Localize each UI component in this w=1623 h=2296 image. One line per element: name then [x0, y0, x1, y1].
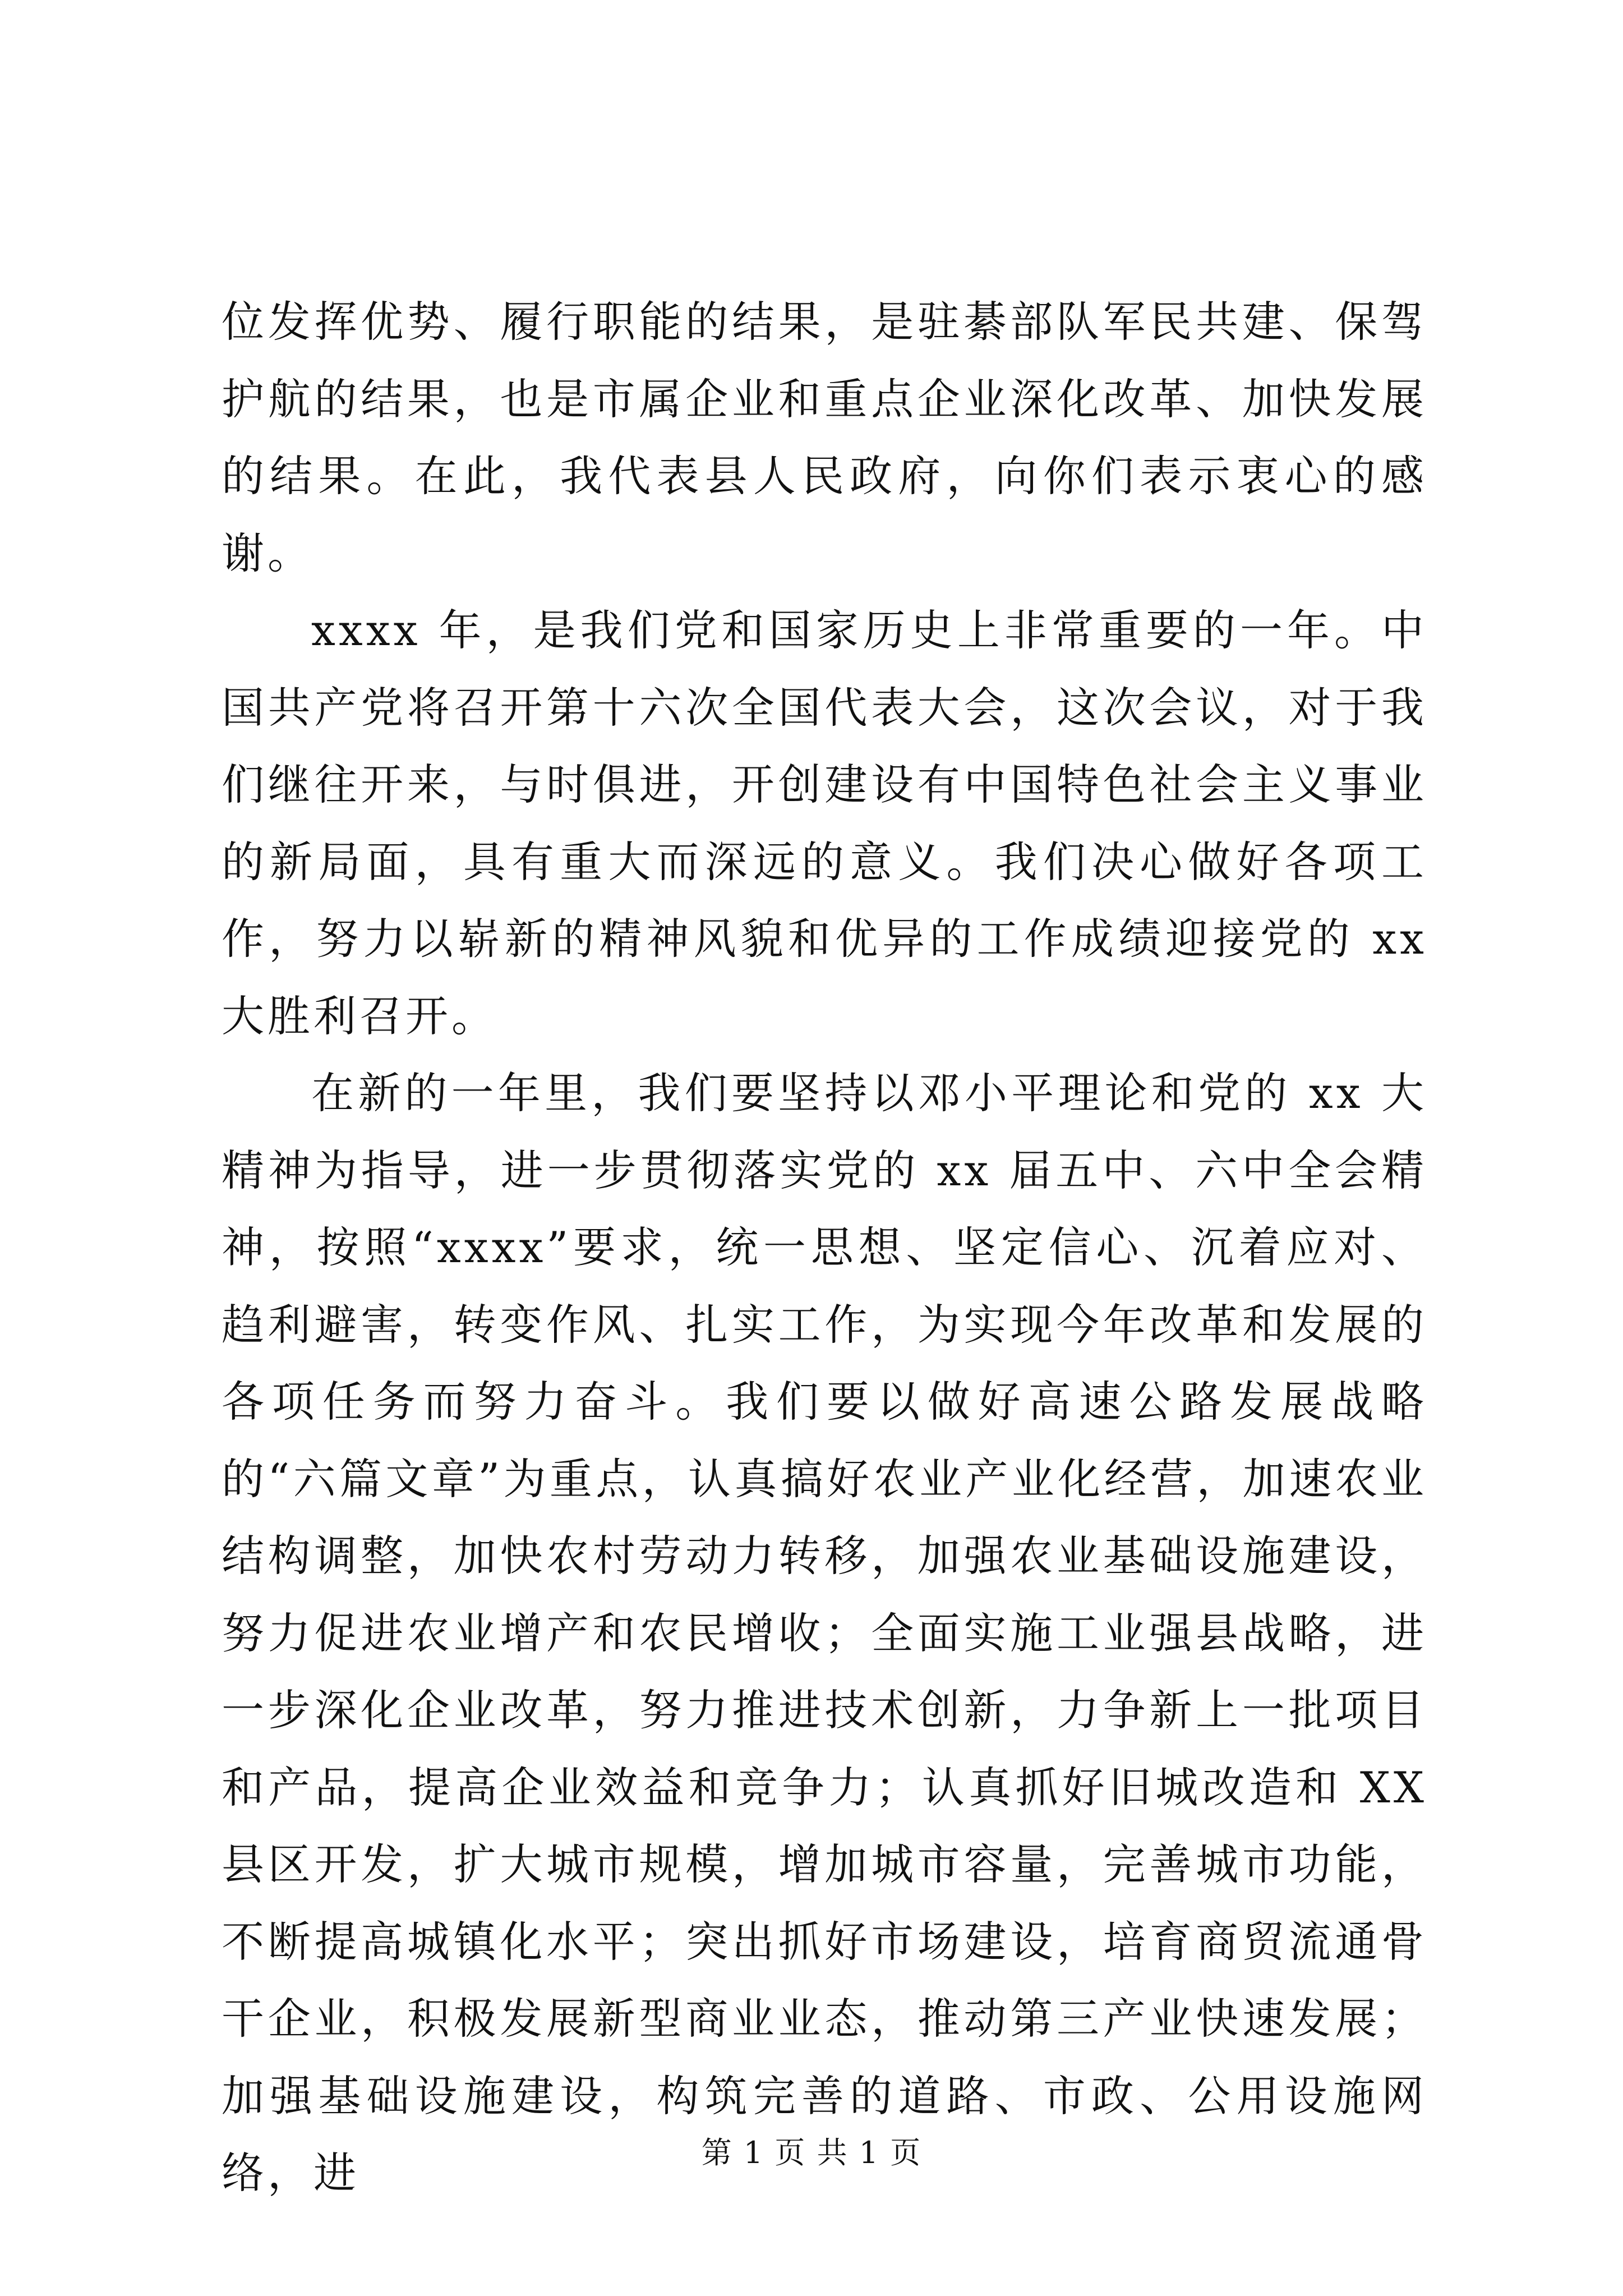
page-footer: 第 1 页 共 1 页	[701, 2135, 922, 2170]
paragraph-3: 在新的一年里，我们要坚持以邓小平理论和党的 xx 大精神为指导，进一步贯彻落实党的 xx 届五中、六中全会精神，按照“xxxx”要求，统一思想、坚定信心、沉着应对、趋利避害，转变作风、扎实工作，为实现今年改革和发展的各项任务而努力奋斗。我们要以做好高速公路发展战略的“六篇文章”为重点，认真搞好农业产业化经营，加速农业结构调整，加快农村劳动力转移，加强农业基础设施建设，努力促进农业增产和农民增收；全面实施工业强县战略，进一步深化企业改革，努力推进技术创新，力争新上一批项目和产品，提高企业效益和竞争力；认真抓好旧城改造和 XX 县区开发，扩大城市规模，增加城市容量，完善城市功能，不断提高城镇化水平；突出抓好市场建设，培育商贸流通骨干企业，积极发展新型商业业态，推动第三产业快速发展；加强基础设施建设，构筑完善的道路、市政、公用设施网络，进	[222, 1068, 1427, 2198]
document-body	[222, 283, 1427, 2212]
paragraph-2: xxxx 年，是我们党和国家历史上非常重要的一年。中国共产党将召开第十六次全国代表大会，这次会议，对于我们继往开来，与时俱进，开创建设有中国特色社会主义事业的新局面，具有重大而深远的意义。我们决心做好各项工作，努力以崭新的精神风貌和优异的工作成绩迎接党的 xx 大胜利召开。	[222, 605, 1427, 1041]
paragraph-1: 位发挥优势、履行职能的结果，是驻綦部队军民共建、保驾护航的结果，也是市属企业和重点企业深化改革、加快发展的结果。在此，我代表县人民政府，向你们表示衷心的感谢。	[222, 297, 1427, 578]
